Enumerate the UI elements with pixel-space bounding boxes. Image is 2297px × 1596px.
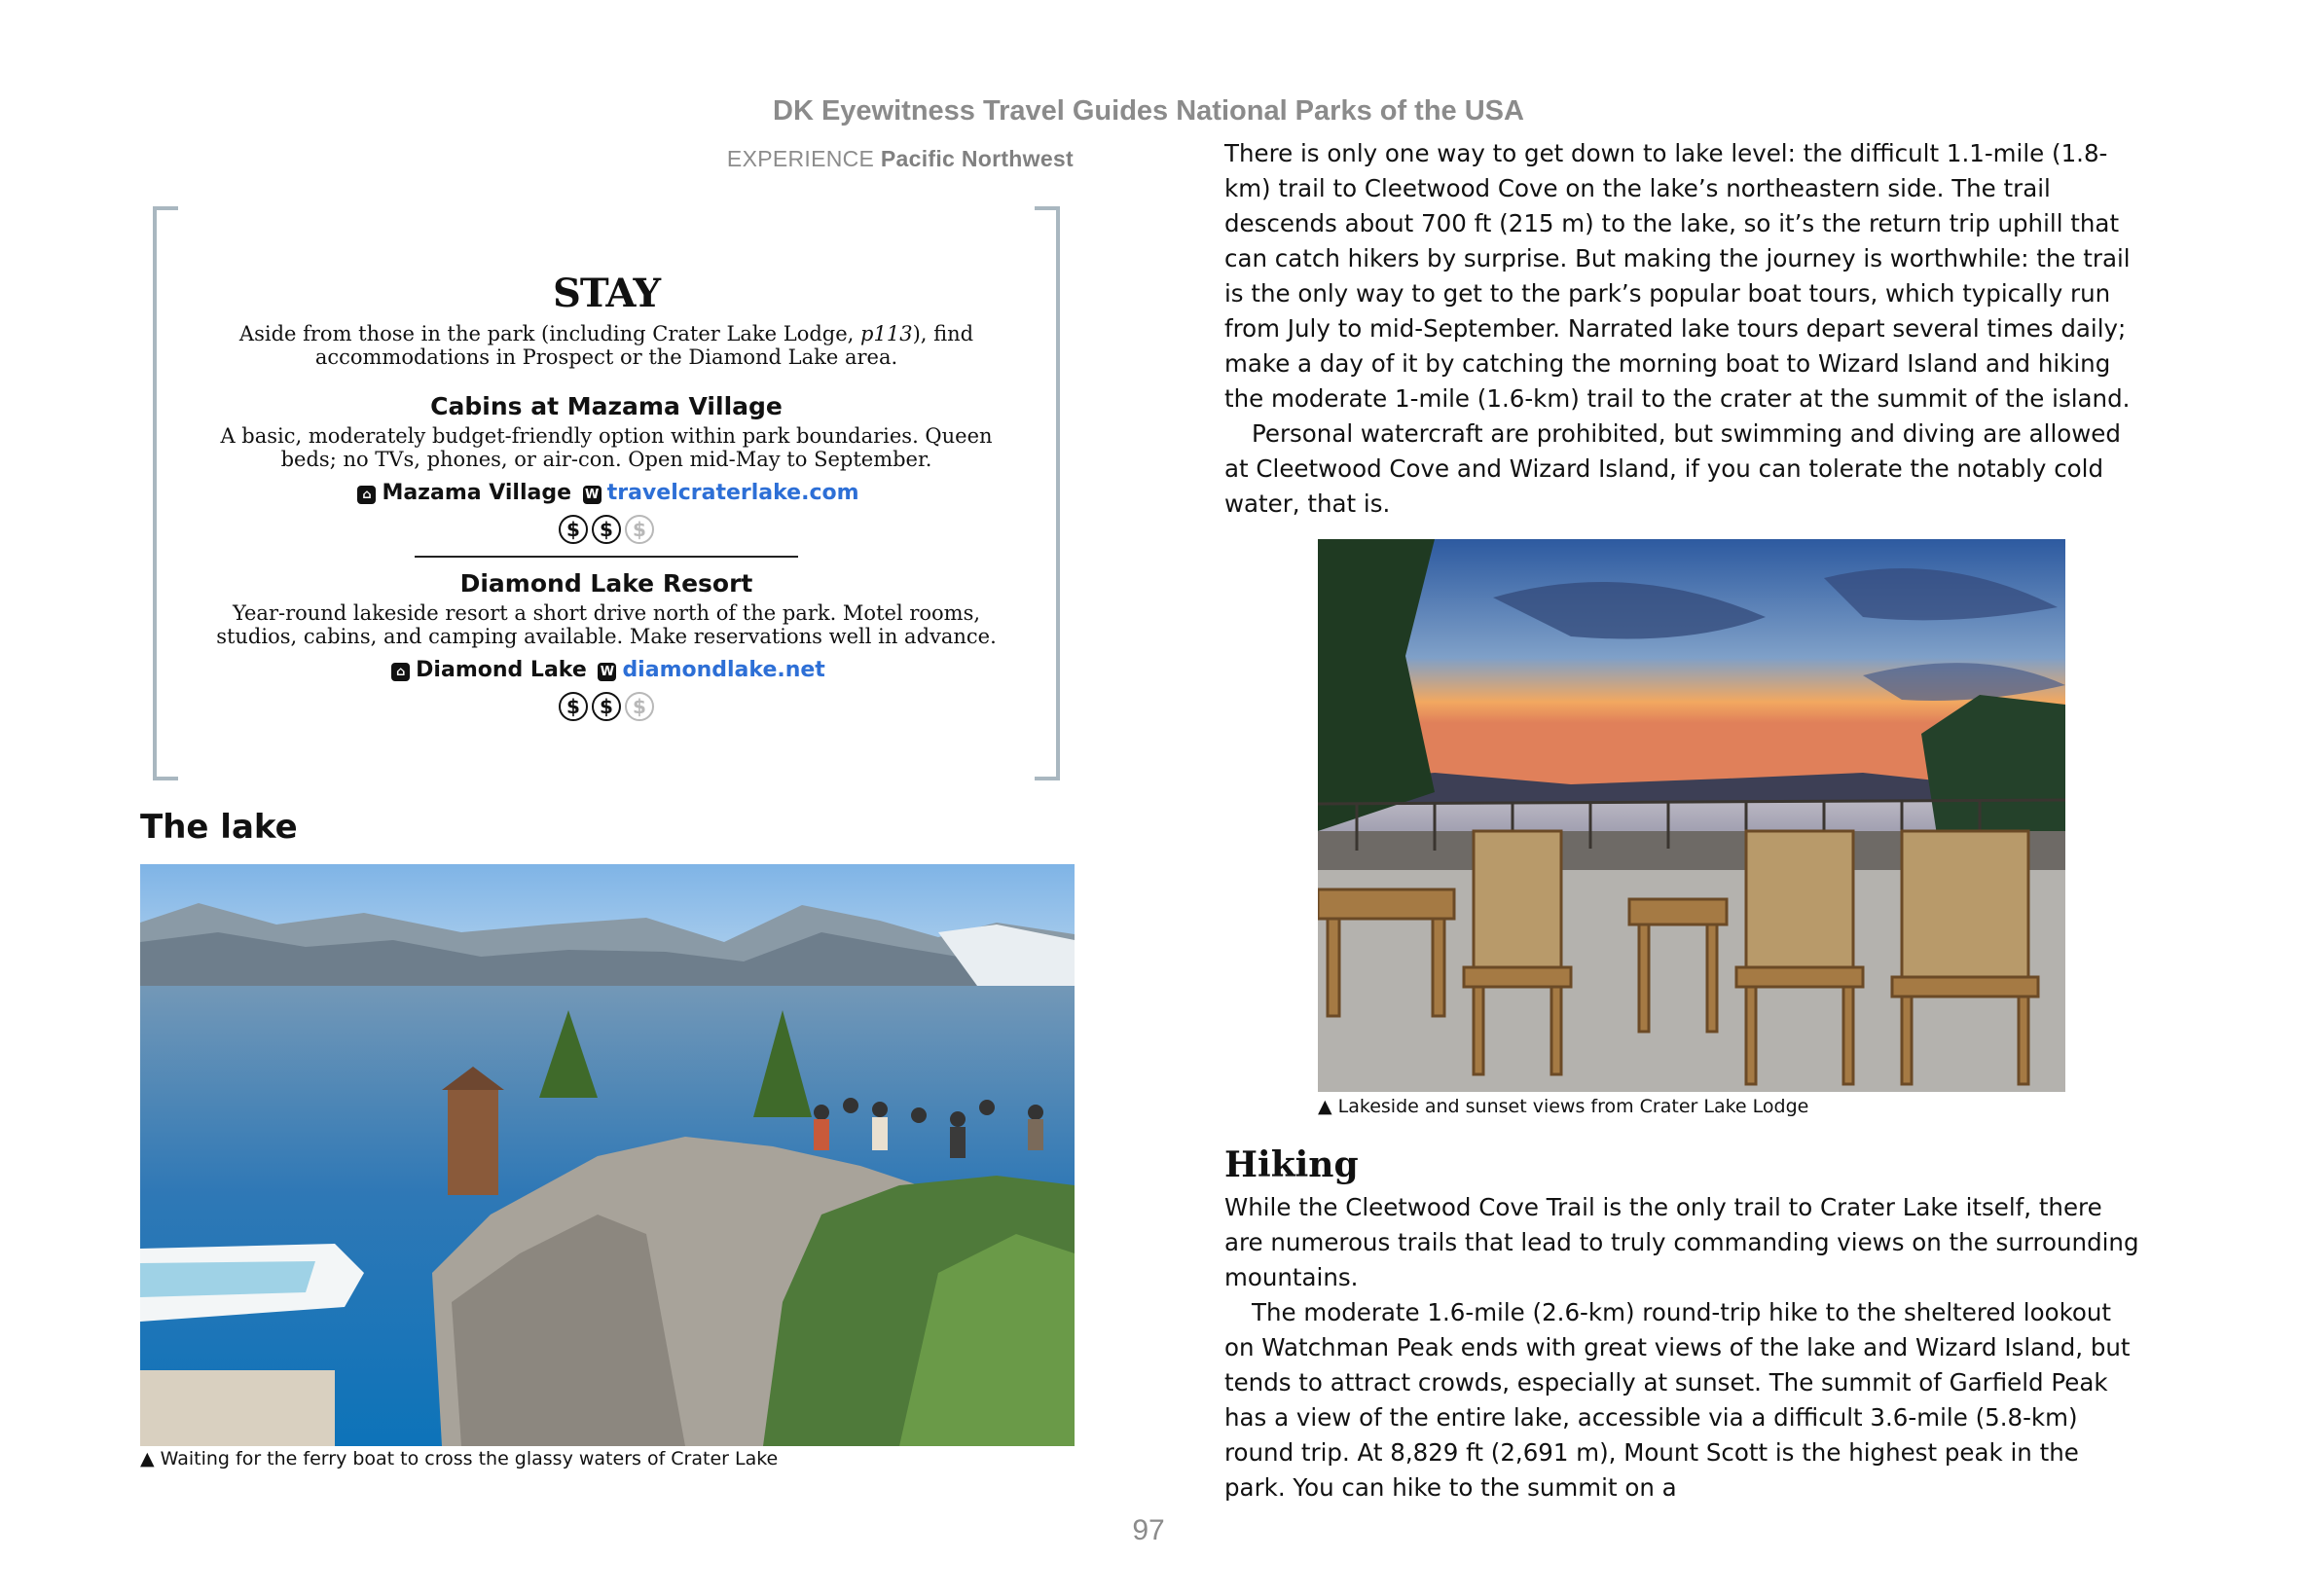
stay-entry-description: A basic, moderately budget-friendly option within park boundaries. Queen beds; no TVs, phones, or air-con. Open mid-May to September. xyxy=(220,424,993,471)
lake-photo-caption: ▲ Waiting for the ferry boat to cross the glassy waters of Crater Lake xyxy=(140,1448,779,1469)
lodge-terrace-photo xyxy=(1318,539,2065,1092)
stay-box xyxy=(153,206,1060,780)
website-icon: W xyxy=(598,663,616,681)
stay-entry-meta xyxy=(182,658,1031,682)
stay-intro-ref: p113 xyxy=(860,322,913,345)
stay-entry-meta xyxy=(182,481,1031,505)
hiking-text xyxy=(1224,1190,2139,1505)
stay-entry-location: Mazama Village xyxy=(382,481,572,505)
stay-entry-name: Diamond Lake Resort xyxy=(459,569,753,598)
price-coin-inactive-icon: $ xyxy=(625,692,654,721)
stay-entry-website-link[interactable]: diamondlake.net xyxy=(622,658,825,682)
stay-intro-text: Aside from those in the park (including Crater Lake Lodge, xyxy=(238,322,861,345)
stay-intro xyxy=(207,322,1005,369)
price-coin-icon: $ xyxy=(559,515,588,544)
stay-divider xyxy=(415,556,798,558)
map-pin-icon: ⌂ xyxy=(357,486,376,504)
stay-entry-website-link[interactable]: travelcraterlake.com xyxy=(606,481,859,505)
stay-entry-location: Diamond Lake xyxy=(416,658,587,682)
stay-bracket-right xyxy=(1035,206,1060,780)
lake-heading: The lake xyxy=(140,808,298,847)
lake-paragraph-2: Personal watercraft are prohibited, but swimming and diving are allowed at Cleetwood Cove and Wizard Island, if you can tolerate the notably cold water, that is. xyxy=(1224,419,2121,518)
price-rating xyxy=(182,692,1031,721)
crater-lake-photo xyxy=(140,864,1075,1446)
section-prefix: EXPERIENCE xyxy=(726,146,875,171)
price-coin-icon: $ xyxy=(592,515,621,544)
hiking-paragraph-1: While the Cleetwood Cove Trail is the only trail to Crater Lake itself, there are numerous trails that lead to truly commanding views on the surrounding mountains. xyxy=(1224,1193,2139,1291)
price-coin-inactive-icon: $ xyxy=(625,515,654,544)
section-name: Pacific Northwest xyxy=(880,146,1074,171)
website-icon: W xyxy=(583,486,602,504)
book-title: DK Eyewitness Travel Guides National Parks of the USA xyxy=(773,95,1524,127)
stay-content xyxy=(182,271,1031,721)
map-pin-icon: ⌂ xyxy=(391,663,410,681)
stay-bracket-left xyxy=(153,206,178,780)
price-coin-icon: $ xyxy=(559,692,588,721)
lodge-photo-caption: ▲ Lakeside and sunset views from Crater Lake Lodge xyxy=(1318,1096,1809,1117)
stay-entry-description: Year-round lakeside resort a short drive north of the park. Motel rooms, studios, cabins, and camping available. Make reservations well in advance. xyxy=(216,601,997,648)
stay-entry-name: Cabins at Mazama Village xyxy=(430,392,783,420)
hiking-paragraph-2: The moderate 1.6-mile (2.6-km) round-trip hike to the sheltered lookout on Watchman Peak ends with great views of the lake and Wizard Island, but tends to attract crowds, especially at sunset. The summit of Garfield Peak has a view of the entire lake, accessible via a difficult 3.6-mile (5.8-km) round trip. At 8,829 ft (2,691 m), Mount Scott is the highest peak in the park. You can hike to the summit on a xyxy=(1224,1298,2131,1502)
lake-access-text xyxy=(1224,136,2139,522)
lake-paragraph-1: There is only one way to get down to lake level: the difficult 1.1-mile (1.8-km) trail to Cleetwood Cove on the lake’s northeastern side. The trail descends about 700 ft (215 m) to the lake, so it’s the return trip uphill that can catch hikers by surprise. But making the journey is worthwhile: the trail is the only way to get to the park’s popular boat tours, which typically run from July to mid-September. Narrated lake tours depart several times daily; make a day of it by catching the morning boat to Wizard Island and hiking the moderate 1-mile (1.6-km) trail to the crater at the summit of the island. xyxy=(1224,139,2131,413)
price-rating xyxy=(182,515,1031,544)
hiking-heading: Hiking xyxy=(1224,1144,1359,1185)
stay-title: STAY xyxy=(552,271,661,316)
section-label xyxy=(0,146,1074,172)
page-number: 97 xyxy=(1132,1514,1165,1546)
price-coin-icon: $ xyxy=(592,692,621,721)
stay-intro-text-end: ), find accommodations in Prospect or the Diamond Lake area. xyxy=(314,322,974,369)
